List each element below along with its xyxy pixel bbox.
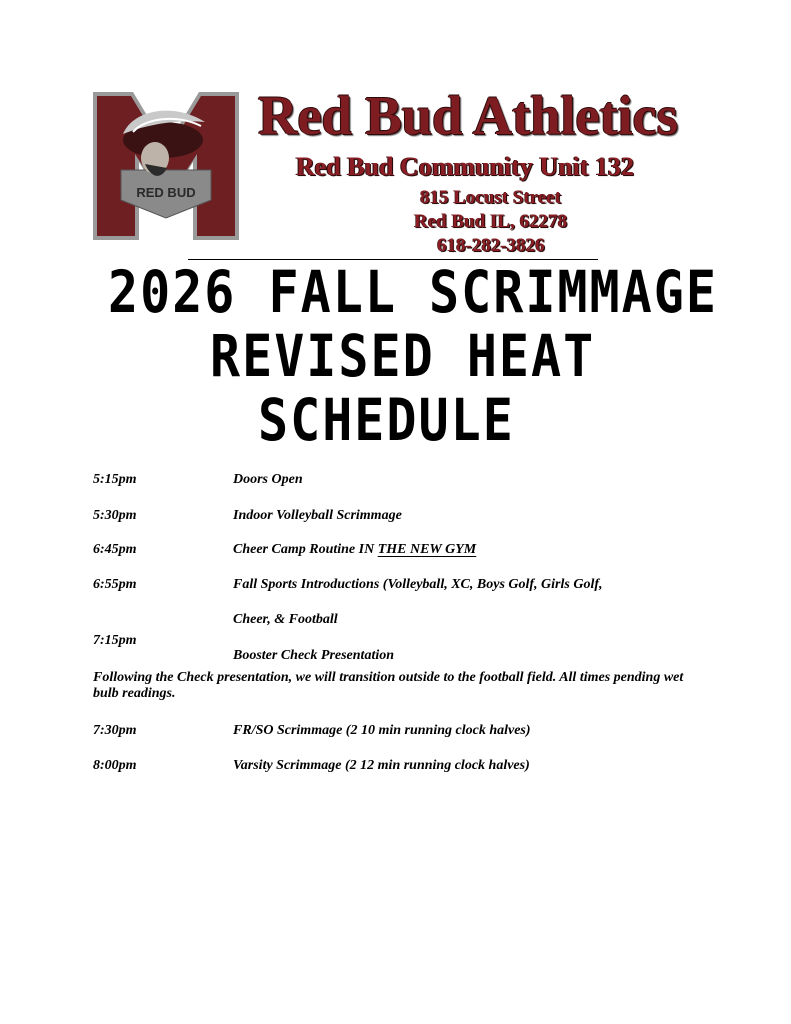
schedule-event-prefix: Cheer Camp Routine IN xyxy=(233,542,378,557)
logo-text: RED BUD xyxy=(136,185,196,200)
schedule-event-underlined: THE NEW GYM xyxy=(377,542,477,557)
heading-line-2: REVISED HEAT xyxy=(210,322,596,390)
schedule-event: Varsity Scrimmage (2 12 min running clock halves) xyxy=(233,758,530,773)
schedule-event: Indoor Volleyball Scrimmage xyxy=(233,508,402,523)
schedule-event: Booster Check Presentation xyxy=(233,648,395,663)
schedule-time: 7:15pm xyxy=(93,633,137,648)
schedule-time: 7:30pm xyxy=(93,723,137,738)
address-city: Red Bud IL, 62278 xyxy=(414,211,568,232)
schedule-time: 6:45pm xyxy=(93,542,137,557)
district-name: Red Bud Community Unit 132 xyxy=(296,152,635,181)
schedule-event: Fall Sports Introductions (Volleyball, XC, Boys Golf, Girls Golf, xyxy=(233,577,603,592)
schedule-event: Doors Open xyxy=(233,472,303,487)
schedule-time: 5:15pm xyxy=(93,472,137,487)
schedule-event: FR/SO Scrimmage (2 10 min running clock halves) xyxy=(233,723,531,738)
red-bud-logo-icon xyxy=(93,92,239,240)
phone-number: 618-282-3826 xyxy=(437,235,545,256)
address-street: 815 Locust Street xyxy=(420,187,562,208)
schedule-event xyxy=(233,542,476,558)
note-text: Following the Check presentation, we will transition outside to the football field. All times pending wet bulb readings. xyxy=(93,670,684,701)
heading-line-1: 2026 FALL SCRIMMAGE xyxy=(108,258,718,326)
schedule-time: 6:55pm xyxy=(93,577,137,592)
schedule-event-continued: Cheer, & Football xyxy=(233,612,338,627)
schedule-time: 8:00pm xyxy=(93,758,137,773)
schedule-time: 5:30pm xyxy=(93,508,137,523)
heading-line-3: SCHEDULE xyxy=(258,386,515,454)
school-athletics-title: Red Bud Athletics xyxy=(258,85,678,146)
